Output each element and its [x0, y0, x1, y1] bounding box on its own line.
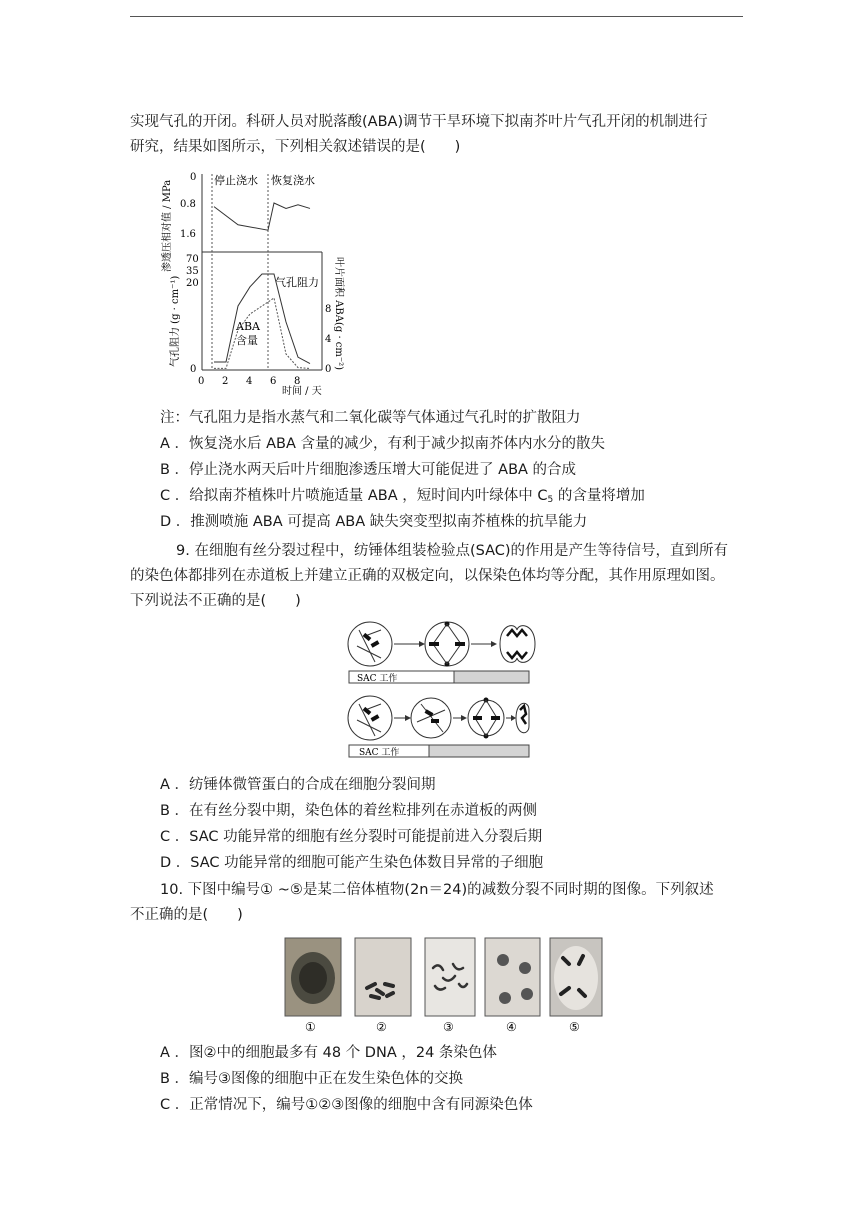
x-tick: 2 — [222, 376, 229, 387]
bottom-right-y-tick: 8 — [325, 304, 332, 315]
q8-option-c-subscript: 5 — [547, 495, 554, 505]
cell-circle — [348, 696, 392, 740]
bottom-left-y-tick: 70 — [186, 254, 199, 265]
bottom-left-y-tick: 20 — [186, 278, 199, 289]
chromosome — [429, 642, 439, 646]
q8-option-a: A ．恢复浇水后 ABA 含量的减少，有利于减少拟南芥体内水分的散失 — [160, 436, 606, 452]
spindle-fiber — [433, 644, 447, 664]
sac-label-2: SAC 工作 — [359, 748, 400, 758]
series-label-aba-1: ABA — [236, 320, 260, 333]
osmotic-pressure-line — [214, 203, 310, 230]
arrow-head — [491, 641, 497, 647]
header-rule — [130, 16, 743, 17]
series-label-aba-2: 含量 — [236, 334, 258, 347]
meiosis-figure-svg — [283, 938, 605, 1033]
meiosis-figure — [283, 938, 605, 1033]
chromosome — [371, 714, 380, 721]
x-tick: 4 — [246, 376, 253, 387]
figure-label-3: ③ — [443, 1020, 454, 1034]
micrograph-2 — [355, 938, 411, 1016]
bottom-left-y-tick: 0 — [190, 364, 197, 375]
sac-bar-1-off — [454, 671, 529, 683]
aba-chart — [160, 162, 344, 397]
chromosome — [473, 716, 482, 720]
q8-option-b: B ．停止浇水两天后叶片细胞渗透压增大可能促进了 ABA 的合成 — [160, 462, 577, 478]
sac-label-1: SAC 工作 — [357, 674, 398, 684]
x-tick: 6 — [270, 376, 277, 387]
chromosome-group — [507, 652, 527, 658]
top-y-tick: 1.6 — [180, 229, 196, 240]
micrograph-4 — [485, 938, 540, 1016]
arrow-head — [405, 715, 411, 721]
arrow-head — [419, 641, 425, 647]
arrow-head — [461, 715, 467, 721]
figure-label-5: ⑤ — [569, 1020, 580, 1034]
intro-line-1: 实现气孔的开闭。科研人员对脱落酸(ABA)调节干旱环境下拟南芥叶片气孔开闭的机制进行 — [130, 114, 708, 130]
q10-stem-line-1: 10. 下图中编号① ~⑤是某二倍体植物(2n＝24)的减数分裂不同时期的图像。下列叙述 — [160, 882, 714, 898]
chromosome — [455, 642, 465, 646]
nucleus — [497, 954, 509, 966]
spindle-fiber — [357, 720, 381, 732]
spindle-fiber — [357, 646, 381, 658]
micrograph-3 — [425, 938, 475, 1016]
chromatin — [299, 962, 327, 994]
q9-option-d: D ．SAC 功能异常的细胞可能产生染色体数目异常的子细胞 — [160, 855, 544, 871]
q8-option-c-text: C ．给拟南芥植株叶片喷施适量 ABA ，短时间内叶绿体中 C — [160, 488, 548, 504]
phase-label-recover: 恢复浇水 — [271, 174, 315, 187]
q8-option-c-tail: 的含量将增加 — [553, 488, 645, 504]
q8-option-d: D ．推测喷施 ABA 可提高 ABA 缺失突变型拟南芥植株的抗旱能力 — [160, 514, 588, 530]
chromosome-group — [507, 630, 527, 636]
bottom-left-y-label: 气孔阻力 (g · cm⁻¹) — [170, 275, 181, 367]
bottom-right-y-tick: 0 — [325, 364, 332, 375]
nucleus — [499, 992, 511, 1004]
cell-circle — [411, 698, 451, 738]
top-y-label: 渗透压相对值 / MPa — [162, 179, 173, 272]
q9-stem-line-1: 9. 在细胞有丝分裂过程中，纺锤体组装检验点(SAC)的作用是产生等待信号，直到所有 — [176, 543, 729, 559]
chromosome — [371, 640, 380, 647]
q8-note: 注：气孔阻力是指水蒸气和二氧化碳等气体通过气孔时的扩散阻力 — [160, 410, 581, 426]
nucleus — [521, 988, 533, 1000]
chromosome — [491, 716, 500, 720]
aba-chart-svg — [160, 162, 344, 397]
nucleus — [519, 962, 531, 974]
cell-outline — [554, 946, 598, 1010]
arrow-head — [511, 715, 516, 721]
chromosome — [431, 719, 439, 723]
bottom-right-y-tick: 4 — [325, 334, 332, 345]
x-tick: 0 — [198, 376, 205, 387]
q10-option-a: A ．图②中的细胞最多有 48 个 DNA ，24 条染色体 — [160, 1045, 497, 1061]
q10-option-b: B ．编号③图像的细胞中正在发生染色体的交换 — [160, 1071, 464, 1087]
q9-option-a: A ．纺锤体微管蛋白的合成在细胞分裂间期 — [160, 777, 436, 793]
sac-bar-2-off — [429, 745, 529, 757]
q9-stem-line-3: 下列说法不正确的是( ) — [130, 593, 301, 609]
bottom-right-y-label: 叶片面积 ABA(g · cm⁻²) — [333, 257, 344, 371]
q10-option-c: C ．正常情况下，编号①②③图像的细胞中含有同源染色体 — [160, 1097, 533, 1113]
spindle-fiber — [447, 624, 461, 644]
cell-circle — [348, 622, 392, 666]
q10-stem-line-2: 不正确的是( ) — [130, 907, 243, 923]
sac-figure — [345, 618, 530, 760]
spindle-fiber — [447, 644, 461, 664]
dividing-cell — [500, 626, 535, 663]
series-label-stomatal: 气孔阻力 — [275, 276, 319, 289]
q9-option-c: C ．SAC 功能异常的细胞有丝分裂时可能提前进入分裂后期 — [160, 829, 543, 845]
figure-label-4: ④ — [506, 1020, 517, 1034]
figure-label-2: ② — [376, 1020, 387, 1034]
q9-option-b: B ．在有丝分裂中期，染色体的着丝粒排列在赤道板的两侧 — [160, 803, 538, 819]
top-y-tick: 0 — [190, 172, 197, 183]
q9-stem-line-2: 的染色体都排列在赤道板上并建立正确的双极定向，以保染色体均等分配，其作用原理如图。 — [130, 568, 725, 584]
x-tick: 8 — [294, 376, 301, 387]
figure-label-1: ① — [305, 1020, 316, 1034]
bottom-left-y-tick: 35 — [186, 266, 199, 277]
chromosome-group — [520, 706, 526, 724]
q8-option-c — [160, 486, 645, 510]
top-y-tick: 0.8 — [180, 199, 196, 210]
aba-content-line — [214, 298, 310, 368]
spindle-fiber — [421, 704, 443, 732]
x-axis-label: 时间 / 天 — [282, 386, 322, 397]
sac-figure-svg — [345, 618, 530, 760]
spindle-fiber — [433, 624, 447, 644]
intro-line-2: 研究，结果如图所示，下列相关叙述错误的是( ) — [130, 139, 461, 155]
phase-label-stop: 停止浇水 — [214, 174, 258, 187]
